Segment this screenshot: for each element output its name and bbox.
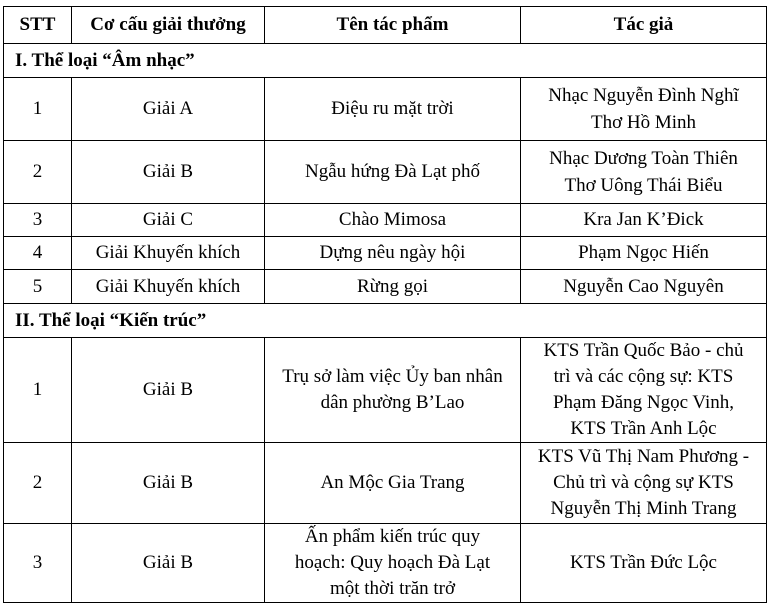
cell-stt: 3 <box>4 524 72 603</box>
table-row <box>4 338 767 443</box>
author-line: Nhạc Nguyễn Đình Nghĩ <box>548 85 739 106</box>
table-row <box>4 141 767 204</box>
work-line: Trụ sở làm việc Ủy ban nhân <box>282 366 503 387</box>
cell-stt: 4 <box>4 237 72 270</box>
work-line: Ấn phẩm kiến trúc quy <box>304 526 481 547</box>
table-row <box>4 524 767 603</box>
author-line: Chủ trì và cộng sự KTS <box>553 472 734 493</box>
section-row <box>4 44 767 78</box>
section-title: I. Thể loại “Âm nhạc” <box>4 44 767 78</box>
cell-prize: Giải B <box>72 141 265 204</box>
cell-author <box>521 443 767 524</box>
section-row <box>4 304 767 338</box>
author-line: KTS Vũ Thị Nam Phương - <box>537 446 750 467</box>
author-line: Thơ Uông Thái Biểu <box>564 175 723 196</box>
cell-work <box>265 443 521 524</box>
table-row <box>4 270 767 304</box>
cell-author <box>521 270 767 304</box>
cell-work <box>265 237 521 270</box>
author-line: Nhạc Dương Toàn Thiên <box>549 148 738 169</box>
table-row <box>4 204 767 237</box>
cell-author <box>521 338 767 443</box>
header-row <box>4 7 767 44</box>
author-line: Thơ Hồ Minh <box>590 112 697 133</box>
work-line: hoạch: Quy hoạch Đà Lạt <box>294 552 491 573</box>
author-line: Phạm Đăng Ngọc Vinh, <box>552 392 735 413</box>
author-line: Nguyễn Thị Minh Trang <box>550 498 737 519</box>
cell-author <box>521 524 767 603</box>
header-stt: STT <box>4 7 72 44</box>
author-line: trì và các cộng sự: KTS <box>553 366 734 387</box>
author-line: KTS Trần Anh Lộc <box>570 418 717 439</box>
header-work: Tên tác phẩm <box>265 7 521 44</box>
table-row <box>4 78 767 141</box>
section-title: II. Thể loại “Kiến trúc” <box>4 304 767 338</box>
work-line: Điệu ru mặt trời <box>331 98 454 119</box>
cell-work <box>265 204 521 237</box>
cell-prize: Giải B <box>72 524 265 603</box>
work-line: Rừng gọi <box>357 275 428 297</box>
cell-prize: Giải A <box>72 78 265 141</box>
cell-work <box>265 338 521 443</box>
cell-stt: 3 <box>4 204 72 237</box>
cell-prize: Giải B <box>72 338 265 443</box>
author-line: KTS Trần Đức Lộc <box>570 552 717 573</box>
work-line: Dựng nêu ngày hội <box>319 242 466 263</box>
author-line: Kra Jan K’Đick <box>583 209 704 230</box>
cell-author <box>521 237 767 270</box>
author-line: Phạm Ngọc Hiến <box>578 242 709 263</box>
author-line: Nguyễn Cao Nguyên <box>563 275 724 297</box>
cell-author <box>521 141 767 204</box>
cell-prize: Giải B <box>72 443 265 524</box>
author-line: KTS Trần Quốc Bảo - chủ <box>543 340 744 361</box>
cell-work <box>265 78 521 141</box>
work-line: dân phường B’Lao <box>320 392 465 413</box>
header-prize: Cơ cấu giải thưởng <box>72 7 265 44</box>
cell-work <box>265 524 521 603</box>
table-row <box>4 443 767 524</box>
work-line: một thời trăn trở <box>329 578 456 599</box>
work-line: An Mộc Gia Trang <box>320 472 465 493</box>
cell-prize: Giải Khuyến khích <box>72 270 265 304</box>
cell-stt: 2 <box>4 443 72 524</box>
table-row <box>4 237 767 270</box>
cell-author <box>521 78 767 141</box>
cell-stt: 5 <box>4 270 72 304</box>
awards-table <box>3 6 767 603</box>
cell-prize: Giải Khuyến khích <box>72 237 265 270</box>
header-author: Tác giả <box>521 7 767 44</box>
cell-stt: 1 <box>4 338 72 443</box>
cell-work <box>265 270 521 304</box>
cell-stt: 1 <box>4 78 72 141</box>
cell-prize: Giải C <box>72 204 265 237</box>
cell-work <box>265 141 521 204</box>
cell-stt: 2 <box>4 141 72 204</box>
cell-author <box>521 204 767 237</box>
work-line: Chào Mimosa <box>338 209 447 230</box>
work-line: Ngẫu hứng Đà Lạt phố <box>305 161 480 182</box>
